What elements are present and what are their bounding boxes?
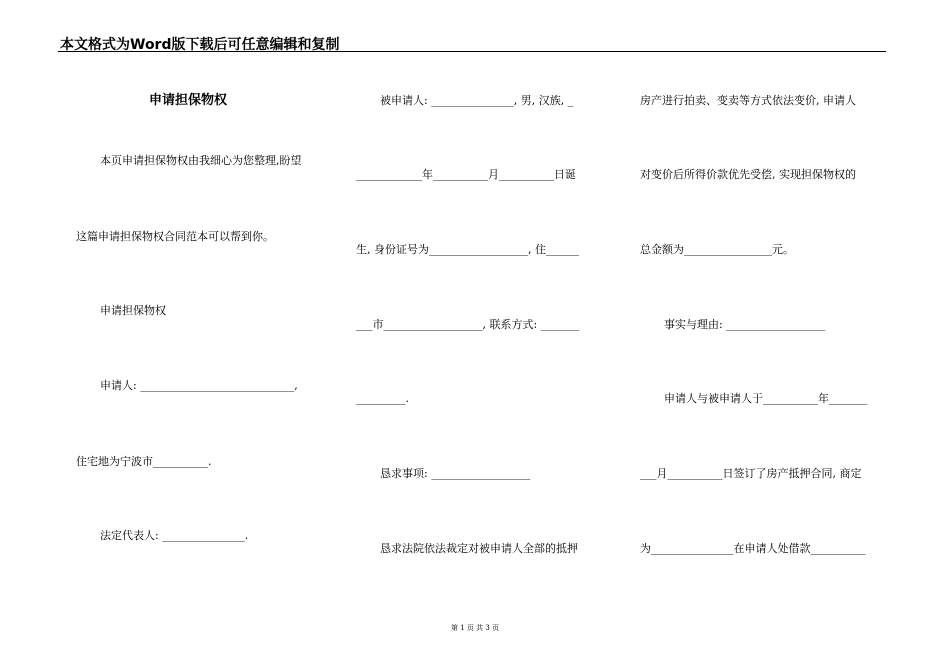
column-3: [640, 0, 890, 672]
total-amount-line: 总金额为________________元。: [640, 243, 794, 256]
request-items-line: 恳求事项: __________________: [380, 467, 531, 480]
paragraph-line: 为_______________在申请人处借款__________: [640, 542, 866, 555]
column-1: [76, 0, 326, 672]
id-number-line: 生, 身份证号为__________________, 住______: [356, 243, 579, 256]
paragraph-line: 恳求法院依法裁定对被申请人全部的抵押: [380, 542, 578, 555]
applicant-line: 申请人: ____________________________,: [100, 379, 298, 392]
paragraph-line: 对变价后所得价款优先受偿, 实现担保物权的: [640, 168, 856, 181]
paragraph-line: _________.: [356, 392, 409, 405]
section-heading: 申请担保物权: [100, 304, 166, 317]
paragraph-line: 房产进行拍卖、变卖等方式依法变价, 申请人: [640, 94, 856, 107]
header-title: 本文格式为Word版下载后可任意编辑和复制: [60, 37, 340, 53]
page-indicator: 第 1 页 共 3 页: [450, 624, 500, 632]
paragraph-line: 这篇申请担保物权合同范本可以帮到你。: [76, 230, 274, 243]
legal-representative-line: 法定代表人: _______________.: [100, 529, 249, 542]
column-2: [356, 0, 608, 672]
facts-reasons-line: 事实与理由: __________________: [664, 318, 826, 331]
residence-line: 住宅地为宁波市__________.: [76, 455, 212, 468]
paragraph-line: ___月__________日签订了房产抵押合同, 商定: [640, 467, 862, 480]
birth-date-line: ____________年__________月__________日诞: [356, 168, 576, 181]
contact-line: ___市__________________, 联系方式: _______: [356, 318, 580, 331]
paragraph-line: 本页申请担保物权由我细心为您整理,盼望: [100, 154, 302, 167]
paragraph-line: 申请人与被申请人于__________年_______: [664, 392, 868, 405]
respondent-line: 被申请人: _______________, 男, 汉族, _: [380, 94, 574, 107]
document-title: 申请担保物权: [149, 93, 228, 108]
